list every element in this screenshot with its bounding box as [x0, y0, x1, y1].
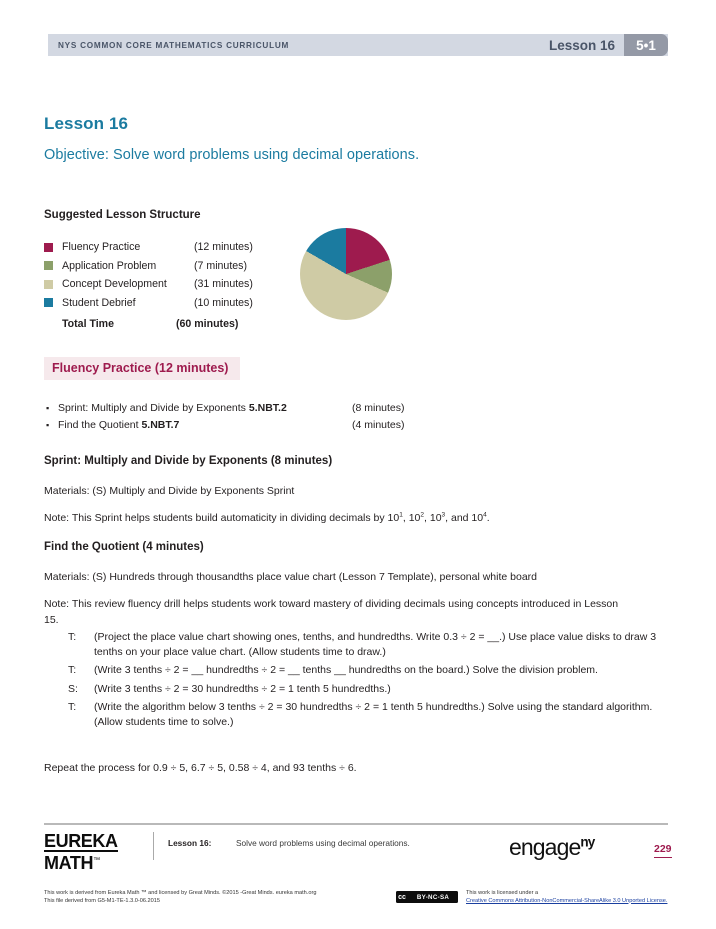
bullet-text — [58, 417, 476, 434]
footer-lesson-label: Lesson 16: — [168, 838, 212, 848]
lesson-structure-legend — [44, 238, 294, 332]
legend-time: (12 minutes) — [194, 241, 253, 254]
dialogue-row — [68, 630, 668, 660]
eureka-math-logo — [44, 833, 118, 872]
superscript-1: 1 — [399, 511, 403, 519]
fluency-practice-banner: Fluency Practice (12 minutes) — [44, 357, 240, 380]
curriculum-title: NYS COMMON CORE MATHEMATICS CURRICULUM — [58, 40, 290, 50]
derivation-notice — [44, 890, 316, 905]
header-right — [549, 34, 668, 56]
dialogue-speaker: T: — [68, 700, 77, 713]
dialogue-row — [68, 663, 668, 678]
superscript-2: 2 — [420, 511, 425, 519]
license-notice — [466, 890, 667, 905]
dialogue-row — [68, 682, 668, 697]
superscript-4: 4 — [483, 511, 487, 519]
legend-item — [44, 275, 294, 294]
lesson-structure-pie-chart — [300, 228, 392, 320]
standard-code: 5.NBT.7 — [141, 419, 180, 431]
eureka-logo-line1: EUREKA — [44, 831, 118, 851]
superscript-3: 3 — [441, 511, 446, 519]
ny-superscript: ny — [580, 834, 595, 850]
cc-license-code: BY-NC-SA — [416, 893, 450, 901]
sprint-note-end: . — [486, 512, 490, 524]
page-title: Lesson 16 — [44, 114, 129, 133]
license-link[interactable]: Creative Commons Attribution-NonCommercial-ShareAlike 3.0 Unported License. — [466, 897, 668, 904]
bullet-icon: ▪ — [46, 403, 50, 413]
legend-swatch-fluency — [44, 243, 53, 252]
page-header — [48, 34, 668, 56]
legend-label: Application Problem — [62, 259, 157, 272]
structure-heading: Suggested Lesson Structure — [44, 209, 201, 221]
dialogue-row — [68, 700, 668, 730]
cc-icon: cc — [398, 893, 406, 901]
legend-label: Student Debrief — [62, 296, 136, 309]
eureka-logo-line2 — [44, 852, 118, 872]
legend-total-time: (60 minutes) — [176, 318, 239, 330]
bullet-text — [58, 400, 476, 417]
legend-item — [44, 238, 294, 257]
footer-vertical-rule — [153, 832, 154, 860]
sprint-note-mid1: , 10 — [402, 512, 421, 524]
legend-total-row — [44, 312, 294, 332]
legend-label: Concept Development — [62, 278, 167, 291]
dialogue-text: (Project the place value chart showing ones, tenths, and hundredths. Write 0.3 ÷ 2 = __.) Use place value disks to draw 3 tenths on your place value chart. (Allow students time to draw.) — [94, 631, 657, 659]
legend-item — [44, 257, 294, 276]
engageny-logo — [509, 834, 594, 861]
eureka-logo-math: MATH — [44, 853, 94, 873]
dialogue-speaker: T: — [68, 631, 77, 643]
sprint-note-pre: Note: This Sprint helps students build automaticity in dividing decimals by 10 — [44, 512, 400, 524]
bullet-description: Sprint: Multiply and Divide by Exponents — [58, 402, 249, 414]
footer-divider — [44, 823, 668, 825]
dialogue-text: (Write 3 tenths ÷ 2 = 30 hundredths ÷ 2 = 1 tenth 5 hundredths.) — [94, 682, 391, 695]
standard-code: 5.NBT.2 — [248, 402, 287, 414]
sprint-note — [44, 511, 644, 527]
legend-time: (31 minutes) — [194, 278, 253, 291]
quotient-materials: Materials: (S) Hundreds through thousandths place value chart (Lesson 7 Template), personal white board — [44, 571, 537, 583]
header-lesson-label: Lesson 16 — [548, 37, 615, 53]
trademark-icon: ™ — [93, 857, 100, 864]
bullet-time: (8 minutes) — [352, 402, 405, 414]
legend-time: (10 minutes) — [194, 296, 253, 309]
dialogue-speaker: T: — [68, 664, 77, 677]
dialogue-text: (Write 3 tenths ÷ 2 = __ hundredths ÷ 2 = __ tenths __ hundredths on the board.) Solve the division problem. — [94, 664, 598, 677]
derivation-line2: This file derived from G5-M1-TE-1.3.0-06.2015 — [44, 897, 160, 904]
engage-text: engage — [509, 834, 581, 860]
dialogue-text: (Write the algorithm below 3 tenths ÷ 2 = 30 hundredths ÷ 2 = 1 tenth 5 hundredths.) Solve using the standard algorithm. (Allow students time to solve.) — [94, 700, 653, 729]
license-line1: This work is licensed under a — [466, 890, 539, 896]
dialogue-speaker: S: — [68, 682, 78, 695]
bullet-time: (4 minutes) — [352, 419, 405, 431]
footer-lesson-objective: Solve word problems using decimal operations. — [236, 838, 410, 848]
module-badge: 5•1 — [624, 34, 668, 56]
creative-commons-badge — [396, 891, 458, 903]
legend-swatch-debrief — [44, 298, 53, 307]
sprint-heading: Sprint: Multiply and Divide by Exponents (8 minutes) — [44, 455, 333, 467]
list-item — [46, 400, 476, 417]
page-number: 229 — [654, 843, 672, 858]
quotient-note: Note: This review fluency drill helps students work toward mastery of dividing decimals using concepts introduced in Lesson 15. — [44, 598, 619, 626]
derivation-line1: This work is derived from Eureka Math ™ and licensed by Great Minds. ©2015 -Great Minds. eureka math.org — [44, 890, 317, 896]
sprint-materials: Materials: (S) Multiply and Divide by Exponents Sprint — [44, 485, 295, 497]
quotient-heading: Find the Quotient (4 minutes) — [44, 541, 204, 553]
fluency-bullet-list — [46, 400, 476, 434]
bullet-description: Find the Quotient — [58, 419, 142, 431]
sprint-note-mid2: , 10 — [424, 512, 442, 524]
legend-label: Fluency Practice — [62, 241, 141, 254]
dialogue-list — [68, 630, 668, 733]
legend-swatch-concept — [44, 280, 53, 289]
legend-swatch-application — [44, 261, 53, 270]
legend-total-label: Total Time — [62, 318, 114, 330]
legend-time: (7 minutes) — [194, 259, 247, 272]
list-item — [46, 417, 476, 434]
lesson-objective: Objective: Solve word problems using decimal operations. — [44, 147, 420, 163]
sprint-note-mid3: , and 10 — [445, 512, 484, 524]
repeat-process-text: Repeat the process for 0.9 ÷ 5, 6.7 ÷ 5, 0.58 ÷ 4, and 93 tenths ÷ 6. — [44, 762, 357, 774]
legend-item — [44, 294, 294, 313]
bullet-icon: ▪ — [46, 420, 50, 430]
